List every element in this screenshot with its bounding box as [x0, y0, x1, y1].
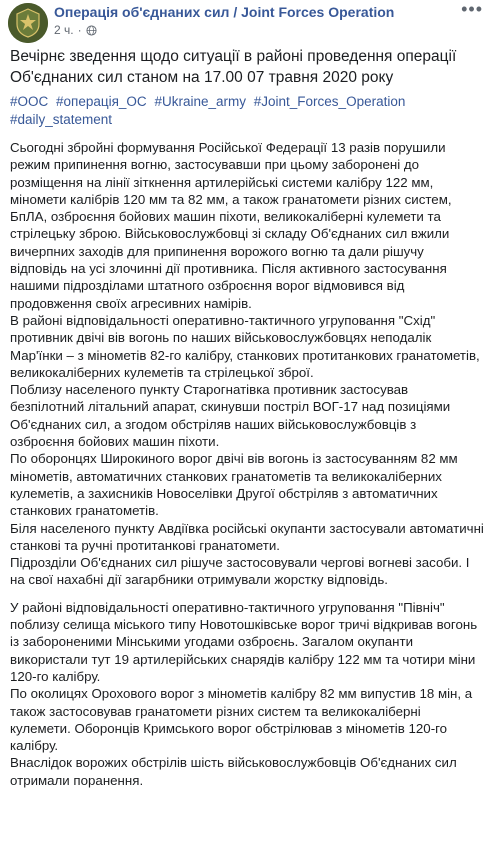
joint-forces-emblem-icon: [8, 3, 48, 43]
hashtag-link[interactable]: #ООС: [10, 94, 49, 109]
post-paragraph: Сьогодні збройні формування Російської Федерації 13 разів порушили режим припинення вогню, застосувавши при цьому заборонені до розміщення на лінії зіткнення артилерійські системи калібру 122 мм, міномети калібрів 120 мм та 82 мм, а також гранатомети різних систем, БпЛА, озброєння бойових машин піхоти, великокаліберні кулемети та стрілецьку зброю. Військовослужбовці зі складу Об'єднаних сил вжили вичерпних заходів для припинення ворожого вогню та дали рішучу відповідь на усі злочинні дії противника. Після активного застосування нашими підрозділами штатного озброєння ворог відмовився від продовження своїх агресивних намірів.: [10, 140, 452, 311]
hashtag-list: [10, 93, 480, 129]
hashtag-link[interactable]: #Joint_Forces_Operation: [253, 94, 406, 109]
post-paragraph: Поблизу населеного пункту Старогнатівка противник застосував безпілотний літальний апарат, скинувши постріл ВОГ-17 над позиціями Об'єднаних сил, а згодом обстріляв наших військовослужбовців з озброєння бойових машин піхоти.: [10, 382, 451, 450]
post-meta: [54, 23, 97, 37]
more-icon: •••: [461, 0, 483, 19]
post-paragraph: Біля населеного пункту Авдіївка російські окупанти застосували автоматичні станкові та ручні протитанкові гранатомети.: [10, 520, 484, 553]
post-timestamp[interactable]: 2 ч.: [54, 23, 74, 37]
post-title: Вечірнє зведення щодо ситуації в районі проведення операції Об'єднаних сил станом на 17.00 07 травня 2020 року: [10, 48, 457, 86]
post-paragraph: По околицях Орохового ворог з мінометів калібру 82 мм випустив 18 мін, а також застосовував гранатомети різних систем та великокаліберні кулемети. Оборонців Кримського ворог обстрілював з мінометів 120-го калібру.: [10, 686, 473, 754]
meta-separator: ·: [77, 23, 82, 37]
globe-icon[interactable]: [86, 25, 97, 36]
more-options-button[interactable]: [461, 0, 483, 18]
hashtag-link[interactable]: #операція_ОС: [56, 94, 147, 109]
page-name-link[interactable]: Операція об'єднаних сил / Joint Forces Operation: [54, 4, 395, 20]
post-paragraph: Підрозділи Об'єднаних сил рішуче застосовували чергові вогневі засоби. І на свої нахабні дії загарбники отримували жорстку відповідь.: [10, 555, 470, 588]
hashtag-link[interactable]: #daily_statement: [10, 112, 113, 127]
post-header: [4, 0, 491, 40]
post-paragraph: По оборонцях Широкиного ворог двічі вів вогонь із застосуванням 82 мм мінометів, автоматичних станкових гранатометів та великокаліберних кулеметів, а захисників Новоселівки Другої обстріляв з автоматичних станкових гранатометів.: [10, 451, 458, 519]
post-body: [10, 139, 484, 789]
hashtag-link[interactable]: #Ukraine_army: [154, 94, 246, 109]
post-paragraph: У районі відповідальності оперативно-тактичного угруповання "Північ" поблизу селища міського типу Новотошківське ворог тричі відкривав вогонь із забороненими Мінськими угодами озброєнь. Загалом окупанти використали тут 19 артилерійських снарядів калібру 122 мм та чотири міни 120-го калібру.: [10, 599, 478, 684]
post-paragraph: Внаслідок ворожих обстрілів шість військовослужбовців Об'єднаних сил отримали поранення.: [10, 755, 457, 788]
page-avatar[interactable]: [8, 3, 48, 43]
post-paragraph: В районі відповідальності оперативно-тактичного угруповання "Схід" противник двічі вів вогонь по наших військовослужбовцях неподалік Мар'їнки – з мінометів 82-го калібру, станкових протитанкових гранатометів, великокаліберних кулеметів та стрілецької зброї.: [10, 312, 480, 380]
